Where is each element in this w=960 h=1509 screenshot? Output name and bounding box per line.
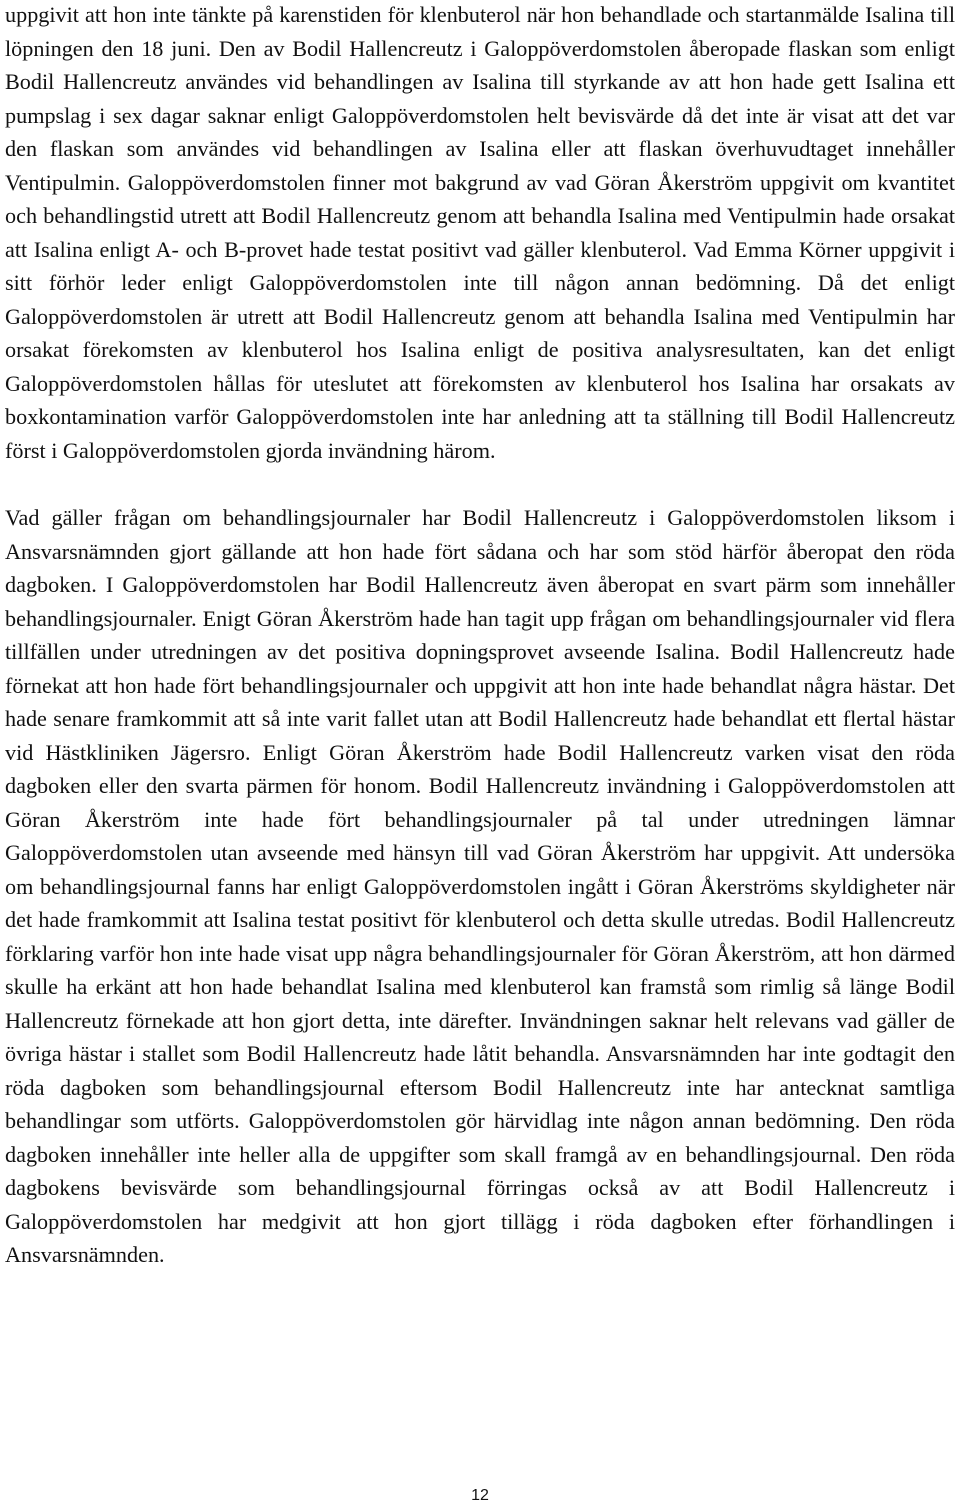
body-paragraph-2: Vad gäller frågan om behandlingsjournaler har Bodil Hallencreutz i Galoppöverdomstolen liksom i Ansvarsnämnden gjort gällande att hon hade fört sådana och har som stöd härför åberopat den röda dagboken. I Galoppöverdomstolen har Bodil Hallencreutz även åberopat en svart pärm som innehåller behandlingsjournaler. Enigt Göran Åkerström hade han tagit upp frågan om behandlingsjournaler vid flera tillfällen under utredningen av det positiva dopningsprovet avseende Isalina. Bodil Hallencreutz hade förnekat att hon hade fört behandlingsjournaler och uppgivit att hon inte hade behandlat några hästar. Det hade senare framkommit att så inte varit fallet utan att Bodil Hallencreutz hade behandlat ett flertal hästar vid Hästkliniken Jägersro. Enligt Göran Åkerström hade Bodil Hallencreutz varken visat den röda dagboken eller den svarta pärmen för honom. Bodil Hallencreutz invändning i Galoppöverdomstolen att Göran Åkerström inte hade fört behandlingsjournaler på tal under utredningen lämnar Galoppöverdomstolen utan avseende med hänsyn till vad Göran Åkerström har uppgivit. Att undersöka om behandlingsjournal fanns har enligt Galoppöverdomstolen ingått i Göran Åkerströms skyldigheter när det hade framkommit att Isalina testat positivt för klenbuterol och detta skulle utredas. Bodil Hallencreutz förklaring varför hon inte hade visat upp några behandlingsjournaler för Göran Åkerström, att hon därmed skulle ha erkänt att hon hade behandlat Isalina med klenbuterol kan framstå som rimlig så länge Bodil Hallencreutz förnekade att hon gjort detta, inte därefter. Invändningen saknar helt relevans vad gäller de övriga hästar i stallet som Bodil Hallencreutz hade låtit behandla. Ansvarsnämnden har inte godtagit den röda dagboken som behandlingsjournal eftersom Bodil Hallencreutz inte har antecknat samtliga behandlingar som utförts. Galoppöverdomstolen gör härvidlag inte någon annan bedömning. Den röda dagboken innehåller inte heller alla de uppgifter som skall framgå av en behandlingsjournal. Den röda dagbokens bevisvärde som behandlingsjournal förringas också av att Bodil Hallencreutz i Galoppöverdomstolen har medgivit att hon gjort tillägg i röda dagboken efter förhandlingen i Ansvarsnämnden. bbox=[5, 505, 955, 1267]
page-number: 12 bbox=[471, 1487, 489, 1504]
body-paragraph-1: uppgivit att hon inte tänkte på karenstiden för klenbuterol när hon behandlade och startanmälde Isalina till löpningen den 18 juni. Den av Bodil Hallencreutz i Galoppöverdomstolen åberopade flaskan som enligt Bodil Hallencreutz användes vid behandlingen av Isalina till styrkande av att hon hade gett Isalina ett pumpslag i sex dagar saknar enligt Galoppöverdomstolen helt bevisvärde då det inte är visat att det var den flaskan som användes vid behandlingen av Isalina eller att flaskan överhuvudtaget innehåller Ventipulmin. Galoppöverdomstolen finner mot bakgrund av vad Göran Åkerström uppgivit om kvantitet och behandlingstid utrett att Bodil Hallencreutz genom att behandla Isalina med Ventipulmin hade orsakat att Isalina enligt A- och B-provet hade testat positivt vad gäller klenbuterol. Vad Emma Körner uppgivit i sitt förhör leder enligt Galoppöverdomstolen inte till någon annan bedömning. Då det enligt Galoppöverdomstolen är utrett att Bodil Hallencreutz genom att behandla Isalina med Ventipulmin har orsakat förekomsten av klenbuterol hos Isalina enligt de positiva analysresultaten, kan det enligt Galoppöverdomstolen hållas för uteslutet att förekomsten av klenbuterol hos Isalina har orsakats av boxkontamination varför Galoppöverdomstolen inte har anledning att ta ställning till Bodil Hallencreutz först i Galoppöverdomstolen gjorda invändning härom. bbox=[5, 2, 955, 463]
document-page bbox=[5, 0, 955, 1272]
